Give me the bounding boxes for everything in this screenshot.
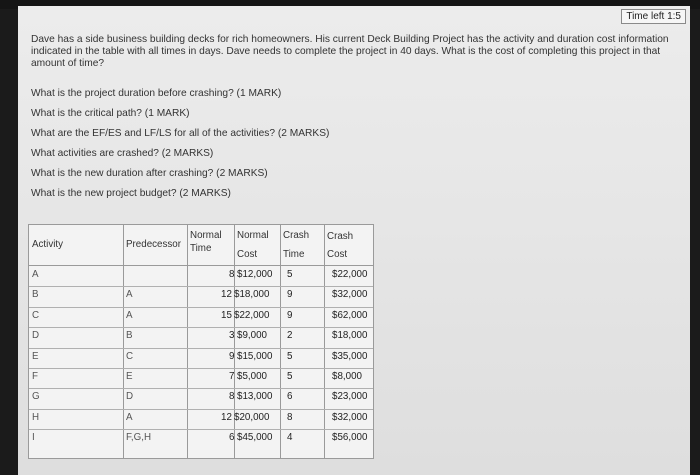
cell-normal-cost: $18,000 bbox=[234, 289, 270, 301]
cell-normal-cost: $9,000 bbox=[237, 330, 267, 342]
cell-activity: F bbox=[32, 371, 38, 382]
table-row bbox=[29, 348, 373, 369]
cell-activity: D bbox=[32, 330, 40, 342]
table-row bbox=[29, 429, 373, 449]
cell-crash-time: 4 bbox=[287, 432, 293, 444]
cell-normal-time: 3 bbox=[229, 330, 235, 342]
cell-normal-cost: $20,000 bbox=[234, 411, 270, 423]
cell-normal-time: 12 bbox=[221, 411, 232, 423]
cell-crash-cost: $35,000 bbox=[332, 350, 368, 362]
cell-crash-cost: $32,000 bbox=[332, 289, 368, 301]
cell-normal-time: 8 bbox=[229, 391, 235, 403]
cell-normal-cost: $45,000 bbox=[237, 432, 273, 444]
table-header bbox=[29, 225, 373, 266]
question-1: What is the project duration before crashing? (1 MARK) bbox=[31, 88, 282, 99]
cell-normal-cost: $5,000 bbox=[237, 371, 267, 382]
cell-crash-cost: $18,000 bbox=[332, 330, 368, 342]
cell-predecessor: A bbox=[126, 309, 133, 321]
cell-activity: H bbox=[32, 411, 40, 423]
cell-normal-cost: $12,000 bbox=[237, 269, 273, 280]
table-row bbox=[29, 409, 373, 430]
cell-crash-cost: $62,000 bbox=[332, 309, 368, 321]
question-page bbox=[18, 6, 690, 475]
cell-normal-time: 12 bbox=[221, 289, 232, 301]
cell-crash-cost: $23,000 bbox=[332, 391, 368, 403]
cell-normal-cost: $15,000 bbox=[237, 350, 273, 362]
question-3: What are the EF/ES and LF/LS for all of the activities? (2 MARKS) bbox=[31, 128, 330, 139]
header-normal-cost-line1: Normal bbox=[237, 230, 269, 241]
cell-predecessor: A bbox=[126, 289, 133, 301]
cell-predecessor: B bbox=[126, 330, 133, 342]
cell-crash-cost: $8,000 bbox=[332, 371, 362, 382]
cell-normal-cost: $22,000 bbox=[234, 309, 270, 321]
table-row bbox=[29, 388, 373, 409]
cell-crash-time: 5 bbox=[287, 371, 293, 382]
cell-crash-time: 9 bbox=[287, 289, 293, 301]
header-crash-cost-line1: Crash bbox=[327, 231, 354, 242]
header-crash-time-line2: Time bbox=[283, 249, 305, 260]
table-row bbox=[29, 327, 373, 348]
cell-normal-time: 9 bbox=[229, 350, 235, 362]
header-crash-time-line1: Crash bbox=[283, 230, 310, 241]
cell-predecessor: A bbox=[126, 411, 133, 423]
cell-crash-time: 8 bbox=[287, 411, 293, 423]
cell-activity: I bbox=[32, 432, 35, 444]
cell-activity: B bbox=[32, 289, 39, 301]
cell-crash-time: 5 bbox=[287, 269, 293, 280]
question-5: What is the new duration after crashing? (2 MARKS) bbox=[31, 168, 268, 179]
cell-crash-cost: $32,000 bbox=[332, 411, 368, 423]
cell-predecessor: F,G,H bbox=[126, 432, 152, 444]
activity-table bbox=[28, 224, 374, 459]
header-crash-cost-line2: Cost bbox=[327, 249, 348, 260]
cell-activity: E bbox=[32, 350, 39, 362]
cell-activity: G bbox=[32, 391, 40, 403]
cell-crash-cost: $22,000 bbox=[332, 269, 368, 280]
question-6: What is the new project budget? (2 MARKS) bbox=[31, 188, 231, 199]
cell-predecessor: E bbox=[126, 371, 133, 382]
table-row bbox=[29, 286, 373, 307]
table-row bbox=[29, 368, 373, 389]
cell-normal-time: 6 bbox=[229, 432, 235, 444]
table-row bbox=[29, 266, 373, 287]
cell-predecessor: D bbox=[126, 391, 134, 403]
header-normal-time-line2: Time bbox=[190, 243, 212, 254]
cell-normal-time: 8 bbox=[229, 269, 235, 280]
cell-normal-cost: $13,000 bbox=[237, 391, 273, 403]
cell-crash-time: 2 bbox=[287, 330, 293, 342]
table-row bbox=[29, 307, 373, 328]
question-4: What activities are crashed? (2 MARKS) bbox=[31, 148, 214, 159]
cell-normal-time: 15 bbox=[221, 309, 232, 321]
time-left-indicator: Time left 1:5 bbox=[621, 9, 686, 24]
question-intro: Dave has a side business building decks for rich homeowners. His current Deck Building Project has the activity and duration cost information indicated in the table with all times in days. Dave needs to complete the project in 40 days. What is the cost of completing this project in that amount of time? bbox=[31, 34, 669, 69]
header-normal-time-line1: Normal bbox=[190, 230, 222, 241]
cell-crash-time: 5 bbox=[287, 350, 293, 362]
cell-crash-time: 9 bbox=[287, 309, 293, 321]
cell-activity: C bbox=[32, 309, 40, 321]
header-activity: Activity bbox=[32, 239, 64, 250]
cell-predecessor: C bbox=[126, 350, 134, 362]
cell-crash-cost: $56,000 bbox=[332, 432, 368, 444]
header-predecessor: Predecessor bbox=[126, 239, 181, 250]
header-normal-cost-line2: Cost bbox=[237, 249, 258, 260]
cell-activity: A bbox=[32, 269, 39, 280]
question-2: What is the critical path? (1 MARK) bbox=[31, 108, 190, 119]
cell-crash-time: 6 bbox=[287, 391, 293, 403]
cell-normal-time: 7 bbox=[229, 371, 235, 382]
